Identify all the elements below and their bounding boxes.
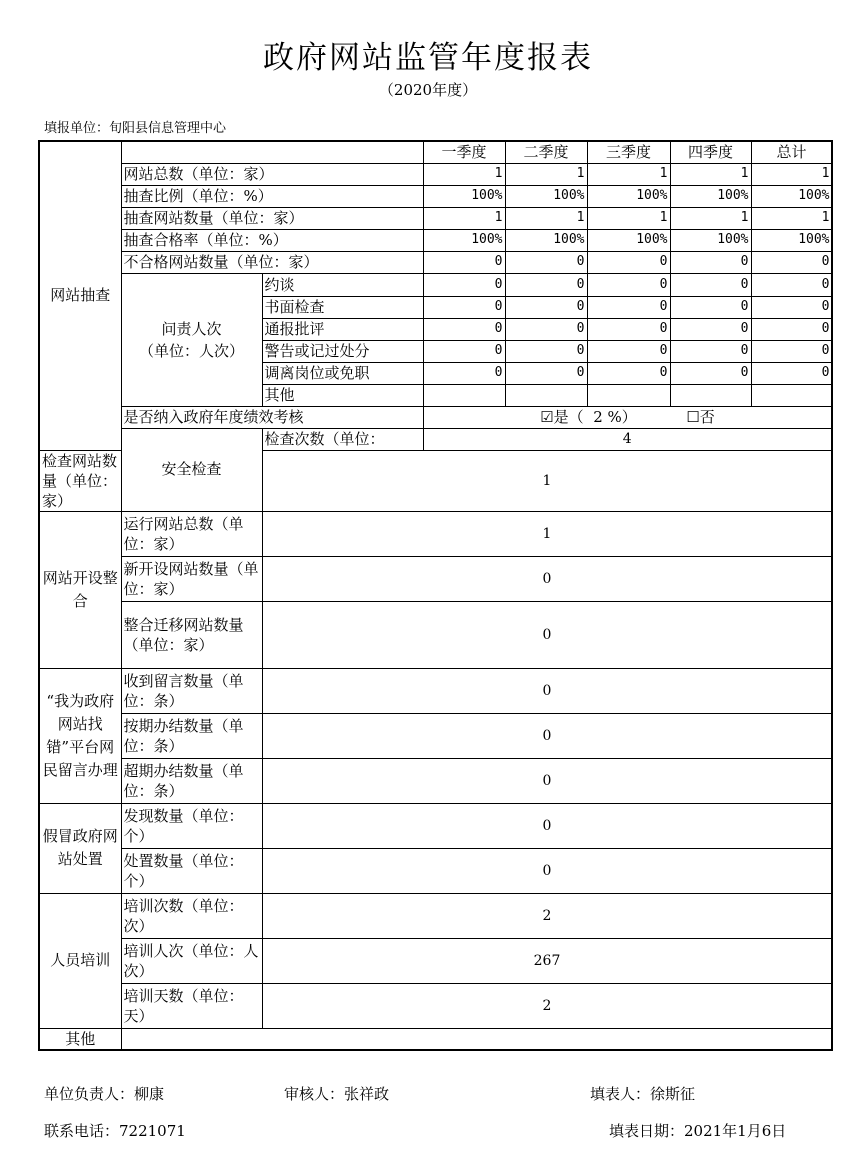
- cell-value: 0: [423, 296, 505, 318]
- accountability-label: [121, 273, 262, 406]
- cell-value: 1: [587, 207, 670, 229]
- row-label: 网站总数（单位：家）: [121, 163, 423, 185]
- cell-value: 0: [751, 251, 832, 273]
- cell-value: 0: [587, 273, 670, 296]
- row-label: 书面检查: [262, 296, 423, 318]
- row-label: 其他: [262, 384, 423, 406]
- performance-row: [39, 406, 832, 428]
- cell-value: 0: [423, 340, 505, 362]
- cell-value: 0: [587, 340, 670, 362]
- yes-label: 是（ 2 %）: [553, 408, 637, 426]
- cell-value: 0: [423, 362, 505, 384]
- cell-value: 0: [262, 556, 832, 601]
- table-row: [39, 983, 832, 1028]
- cell-value: [505, 384, 587, 406]
- group-spot-check: 网站抽查: [39, 141, 121, 450]
- row-label: 调离岗位或免职: [262, 362, 423, 384]
- cell-value: [423, 384, 505, 406]
- header-blank: [121, 141, 423, 163]
- reviewer: 审核人：张祥政: [284, 1085, 390, 1103]
- table-row: [39, 938, 832, 983]
- cell-value: 0: [751, 273, 832, 296]
- cell-value: 0: [423, 318, 505, 340]
- cell-value: 0: [262, 713, 832, 758]
- cell-value: 0: [505, 362, 587, 384]
- performance-options: [423, 406, 832, 428]
- cell-value: 0: [423, 273, 505, 296]
- cell-value: 100%: [751, 185, 832, 207]
- row-label: 收到留言数量（单位：条）: [121, 668, 262, 713]
- cell-value: 0: [670, 251, 751, 273]
- fill-date: 填表日期：2021年1月6日: [609, 1122, 787, 1140]
- report-year: （2020年度）: [378, 81, 478, 99]
- table-row: [39, 893, 832, 938]
- cell-value: [121, 1028, 832, 1050]
- group-training: 人员培训: [39, 893, 121, 1028]
- header-q3: 三季度: [587, 141, 670, 163]
- table-row: [39, 511, 832, 556]
- header-total: 总计: [751, 141, 832, 163]
- header-q1: 一季度: [423, 141, 505, 163]
- cell-value: 0: [587, 296, 670, 318]
- form-filler: 填表人：徐斯征: [590, 1085, 696, 1103]
- contact-phone: 联系电话：7221071: [44, 1122, 186, 1140]
- cell-value: 0: [751, 296, 832, 318]
- row-label: 检查网站数量（单位：家）: [39, 450, 121, 511]
- cell-value: 100%: [670, 185, 751, 207]
- cell-value: 0: [262, 601, 832, 668]
- cell-value: 0: [670, 273, 751, 296]
- cell-value: 267: [262, 938, 832, 983]
- row-label: 超期办结数量（单位：条）: [121, 758, 262, 803]
- table-row: [39, 713, 832, 758]
- cell-value: 0: [670, 318, 751, 340]
- cell-value: 100%: [751, 229, 832, 251]
- table-row: [39, 556, 832, 601]
- table-row: [39, 229, 832, 251]
- cell-value: 1: [751, 207, 832, 229]
- cell-value: 100%: [423, 185, 505, 207]
- cell-value: 100%: [670, 229, 751, 251]
- row-label: 整合迁移网站数量（单位：家）: [121, 601, 262, 668]
- group-platform: “我为政府网站找错”平台网民留言办理: [39, 668, 121, 803]
- cell-value: 2: [262, 893, 832, 938]
- row-label: 发现数量（单位：个）: [121, 803, 262, 848]
- cell-value: 0: [262, 668, 832, 713]
- accountability-label-line1: 问责人次: [161, 319, 222, 338]
- row-label: 新开设网站数量（单位：家）: [121, 556, 262, 601]
- cell-value: 100%: [505, 229, 587, 251]
- cell-value: 1: [751, 163, 832, 185]
- report-table: [38, 140, 833, 1051]
- unit-leader: 单位负责人：柳康: [44, 1085, 165, 1103]
- cell-value: 1: [423, 163, 505, 185]
- cell-value: 1: [587, 163, 670, 185]
- cell-value: 0: [587, 318, 670, 340]
- cell-value: 0: [670, 362, 751, 384]
- cell-value: 0: [751, 340, 832, 362]
- cell-value: 1: [262, 450, 832, 511]
- cell-value: 0: [505, 318, 587, 340]
- page-title: 政府网站监管年度报表: [263, 40, 593, 76]
- group-security: 安全检查: [121, 428, 262, 511]
- cell-value: 0: [262, 758, 832, 803]
- table-row: [39, 428, 832, 450]
- table-row: [39, 185, 832, 207]
- cell-value: 0: [751, 318, 832, 340]
- cell-value: [670, 384, 751, 406]
- header-row: [39, 141, 832, 163]
- row-label: 按期办结数量（单位：条）: [121, 713, 262, 758]
- table-row: [39, 163, 832, 185]
- cell-value: 0: [505, 340, 587, 362]
- cell-value: 0: [262, 848, 832, 893]
- header-q2: 二季度: [505, 141, 587, 163]
- yes-checkbox[interactable]: ☑: [540, 408, 554, 426]
- cell-value: 0: [751, 362, 832, 384]
- reporting-unit: 填报单位：旬阳县信息管理中心: [44, 121, 227, 136]
- cell-value: [751, 384, 832, 406]
- cell-value: 0: [505, 251, 587, 273]
- table-row: [39, 758, 832, 803]
- cell-value: [587, 384, 670, 406]
- table-row: [39, 848, 832, 893]
- cell-value: 100%: [423, 229, 505, 251]
- cell-value: 1: [505, 163, 587, 185]
- row-label: 警告或记过处分: [262, 340, 423, 362]
- row-label: 通报批评: [262, 318, 423, 340]
- cell-value: 0: [670, 296, 751, 318]
- cell-value: 100%: [587, 185, 670, 207]
- cell-value: 2: [262, 983, 832, 1028]
- cell-value: 0: [587, 251, 670, 273]
- cell-value: 1: [505, 207, 587, 229]
- row-label: 约谈: [262, 273, 423, 296]
- table-row: [39, 207, 832, 229]
- table-row: [39, 251, 832, 273]
- cell-value: 100%: [505, 185, 587, 207]
- row-label: 不合格网站数量（单位：家）: [121, 251, 423, 273]
- row-label: 处置数量（单位：个）: [121, 848, 262, 893]
- cell-value: 0: [423, 251, 505, 273]
- row-label: 培训次数（单位：次）: [121, 893, 262, 938]
- table-row: [39, 273, 832, 296]
- cell-value: 0: [505, 273, 587, 296]
- cell-value: 1: [670, 163, 751, 185]
- row-label: 抽查比例（单位：%）: [121, 185, 423, 207]
- row-label: 抽查网站数量（单位：家）: [121, 207, 423, 229]
- cell-value: 0: [262, 803, 832, 848]
- table-row: [39, 1028, 832, 1050]
- cell-value: 1: [262, 511, 832, 556]
- no-label: 否: [699, 408, 715, 426]
- table-row: [39, 601, 832, 668]
- group-counterfeit: 假冒政府网站处置: [39, 803, 121, 893]
- table-row: [39, 668, 832, 713]
- cell-value: 4: [423, 428, 832, 450]
- cell-value: 0: [670, 340, 751, 362]
- cell-value: 0: [505, 296, 587, 318]
- row-label: 抽查合格率（单位：%）: [121, 229, 423, 251]
- row-label: 培训天数（单位：天）: [121, 983, 262, 1028]
- row-label: 检查次数（单位：: [262, 428, 423, 450]
- row-label: 运行网站总数（单位：家）: [121, 511, 262, 556]
- group-site-setup: 网站开设整合: [39, 511, 121, 668]
- row-label: 培训人次（单位：人次）: [121, 938, 262, 983]
- accountability-label-line2: （单位：人次）: [138, 341, 244, 360]
- performance-label: 是否纳入政府年度绩效考核: [121, 406, 423, 428]
- cell-value: 1: [670, 207, 751, 229]
- header-q4: 四季度: [670, 141, 751, 163]
- no-checkbox[interactable]: ☐: [686, 408, 700, 426]
- cell-value: 1: [423, 207, 505, 229]
- group-other: 其他: [39, 1028, 121, 1050]
- table-row: [39, 803, 832, 848]
- cell-value: 100%: [587, 229, 670, 251]
- cell-value: 0: [587, 362, 670, 384]
